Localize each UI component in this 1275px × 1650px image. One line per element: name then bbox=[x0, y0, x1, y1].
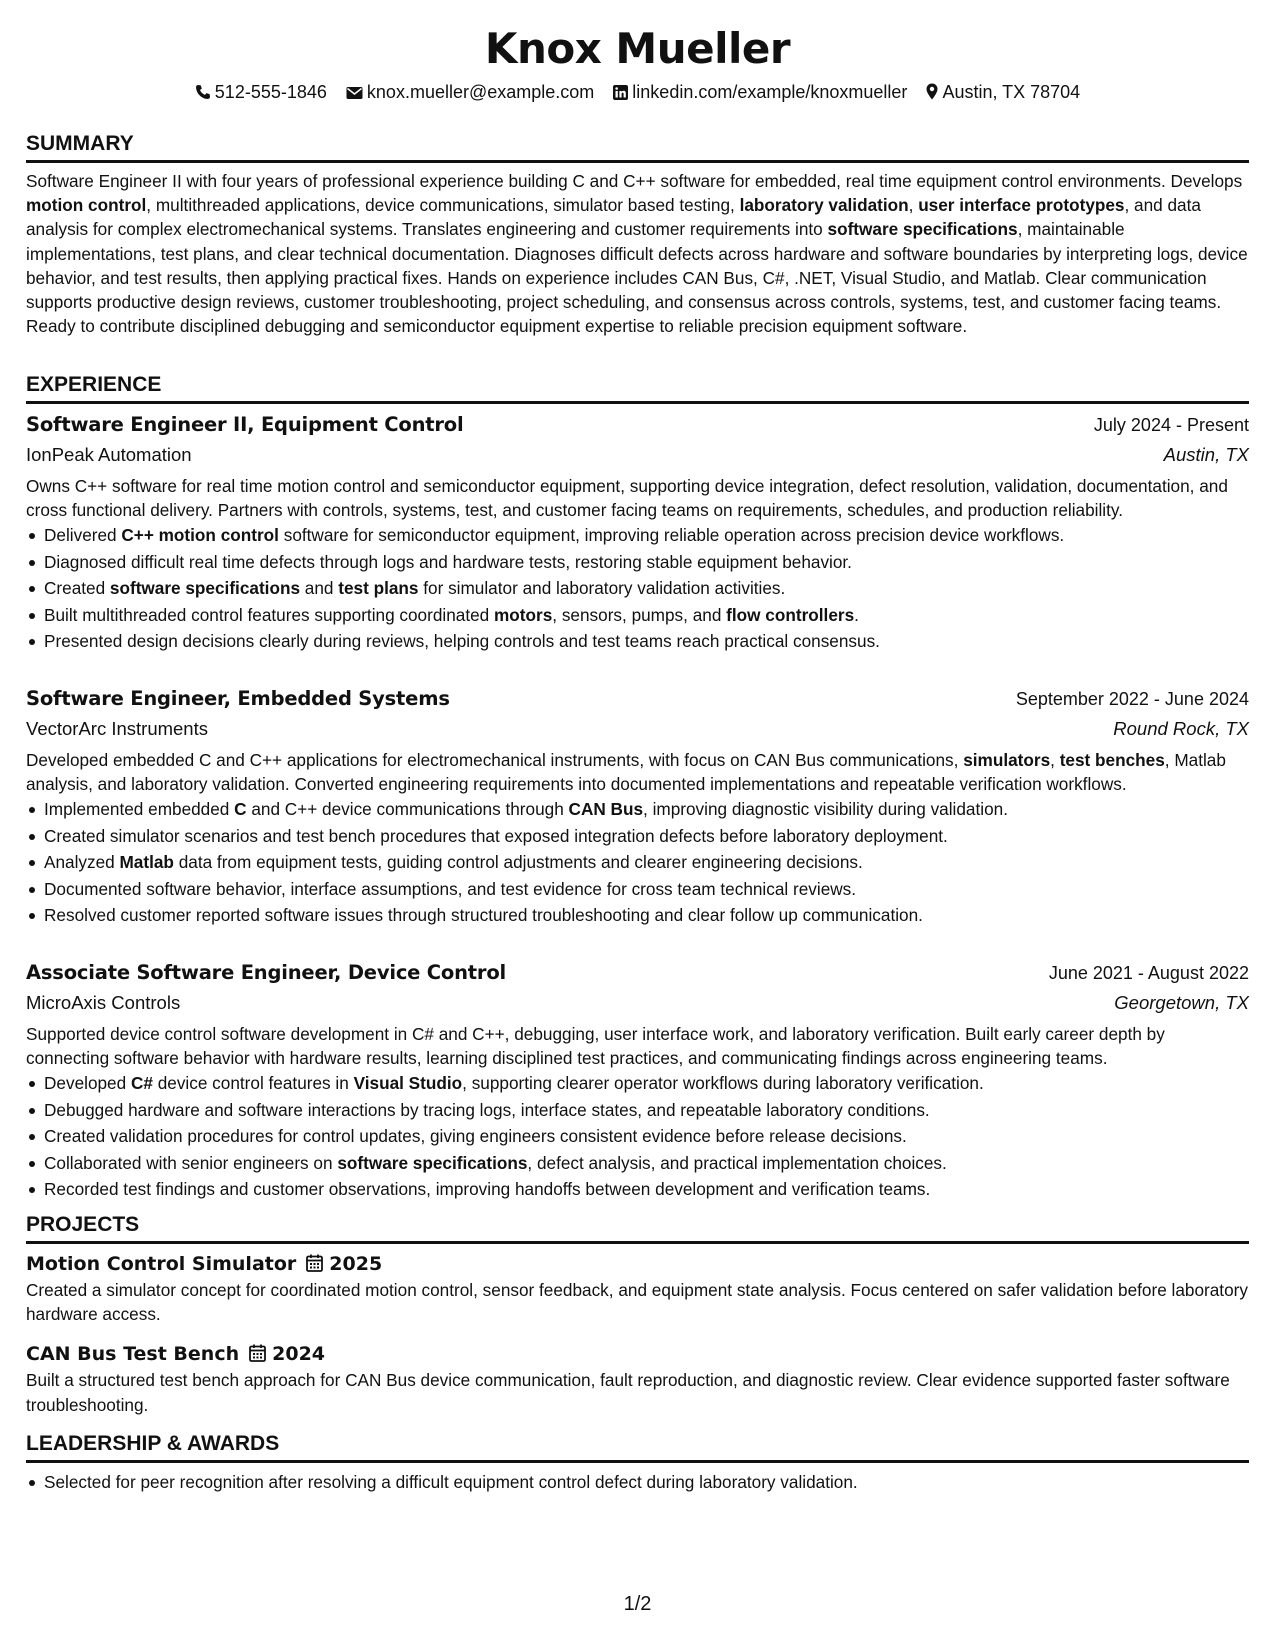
calendar-icon bbox=[306, 1254, 323, 1272]
job-description: Supported device control software development in C# and C++, debugging, user interface work, and laboratory verification. Built early career depth by connecting software behavior with hardware results, learning disciplined test practices, and communicating findings across engineering teams. bbox=[26, 1024, 1165, 1069]
bold-keyword: motors bbox=[494, 604, 553, 625]
bold-keyword: software specifications bbox=[337, 1152, 528, 1173]
projects-heading: PROJECTS bbox=[26, 1211, 1249, 1244]
list-item: Created simulator scenarios and test bench procedures that exposed integration defects before laboratory deployment. bbox=[26, 823, 1249, 850]
bold-keyword: motion control bbox=[26, 195, 147, 216]
list-item: Presented design decisions clearly during reviews, helping controls and test teams reach practical consensus. bbox=[26, 628, 1249, 655]
job-entry bbox=[26, 684, 1249, 958]
job-title: Software Engineer, Embedded Systems bbox=[26, 687, 450, 710]
list-item: Developed C# device control features in Visual Studio, supporting clearer operator workflows during laboratory verification. bbox=[26, 1070, 1249, 1097]
list-item: Selected for peer recognition after resolving a difficult equipment control defect during laboratory validation. bbox=[26, 1469, 1249, 1496]
project-year: 2025 bbox=[329, 1253, 383, 1275]
job-location: Round Rock, TX bbox=[1113, 718, 1249, 739]
list-item: Delivered C++ motion control software for semiconductor equipment, improving reliable operation across precision device workflows. bbox=[26, 522, 1249, 549]
experience-heading: EXPERIENCE bbox=[26, 371, 1249, 404]
project-entry bbox=[26, 1340, 1249, 1416]
map-pin-icon bbox=[926, 83, 938, 100]
summary-text: Software Engineer II with four years of professional experience building C and C++ software for embedded, real time equipment control environments. Develops motion control, multithreaded applications, device communications, simulator based testing, laboratory validation, user interface prototypes, and data analysis for complex electromechanical systems. Translates engineering and customer requirements into software specifications, maintainable implementations, test plans, and clear technical documentation. Diagnoses difficult defects across hardware and software boundaries by interpreting logs, device behavior, and test results, then applying practical fixes. Hands on experience includes CAN Bus, C#, .NET, Visual Studio, and Matlab. Clear communication supports productive design reviews, customer troubleshooting, project scheduling, and consensus across controls, systems, test, and customer facing teams. Ready to contribute disciplined debugging and semiconductor equipment expertise to reliable precision equipment software. bbox=[26, 171, 1248, 337]
bold-keyword: laboratory validation bbox=[739, 195, 909, 216]
project-description: Created a simulator concept for coordinated motion control, sensor feedback, and equipment state analysis. Focus centered on safer validation before laboratory hardware access. bbox=[26, 1280, 1248, 1325]
company-name: VectorArc Instruments bbox=[26, 718, 208, 739]
projects-section bbox=[26, 1211, 1249, 1417]
bold-keyword: test plans bbox=[338, 578, 419, 599]
bold-keyword: software specifications bbox=[109, 578, 300, 599]
list-item: Created validation procedures for control updates, giving engineers consistent evidence before release decisions. bbox=[26, 1123, 1249, 1150]
list-item: Analyzed Matlab data from equipment tests, guiding control adjustments and clearer engineering decisions. bbox=[26, 849, 1249, 876]
contact-linkedin[interactable] bbox=[613, 80, 907, 104]
list-item: Recorded test findings and customer observations, improving handoffs between development and verification teams. bbox=[26, 1176, 1249, 1203]
contact-email[interactable] bbox=[346, 80, 594, 104]
job-bullets bbox=[26, 796, 1249, 929]
list-item: Implemented embedded C and C++ device communications through CAN Bus, improving diagnostic visibility during validation. bbox=[26, 796, 1249, 823]
job-bullets bbox=[26, 522, 1249, 655]
envelope-icon bbox=[346, 86, 363, 100]
list-item: Created software specifications and test plans for simulator and laboratory validation activities. bbox=[26, 575, 1249, 602]
job-description: Developed embedded C and C++ applications for electromechanical instruments, with focus on CAN Bus communications, simulators, test benches, Matlab analysis, and laboratory validation. Converted engineering requirements into documented implementations and repeatable verification workflows. bbox=[26, 750, 1226, 795]
contact-phone[interactable] bbox=[195, 80, 327, 104]
job-location: Georgetown, TX bbox=[1114, 992, 1249, 1013]
linkedin-icon bbox=[613, 85, 628, 100]
experience-section bbox=[26, 371, 1249, 1208]
contact-location bbox=[926, 80, 1080, 104]
bold-keyword: flow controllers bbox=[726, 604, 855, 625]
list-item: Built multithreaded control features supporting coordinated motors, sensors, pumps, and flow controllers. bbox=[26, 602, 1249, 629]
project-description: Built a structured test bench approach for CAN Bus device communication, fault reproduction, and diagnostic review. Clear evidence supported faster software troubleshooting. bbox=[26, 1370, 1230, 1415]
bold-keyword: Visual Studio bbox=[353, 1073, 463, 1094]
phone-icon bbox=[195, 84, 211, 100]
bold-keyword: Matlab bbox=[119, 852, 174, 873]
job-dates: June 2021 - August 2022 bbox=[1048, 963, 1249, 983]
job-description: Owns C++ software for real time motion control and semiconductor equipment, supporting device integration, defect resolution, validation, documentation, and cross functional delivery. Partners with controls, systems, test, and customer facing teams on requirements, schedules, and production reliability. bbox=[26, 476, 1228, 521]
email-text: knox.mueller@example.com bbox=[366, 82, 595, 102]
phone-text: 512-555-1846 bbox=[214, 82, 327, 102]
list-item: Documented software behavior, interface assumptions, and test evidence for cross team technical reviews. bbox=[26, 876, 1249, 903]
project-entry bbox=[26, 1250, 1249, 1326]
calendar-icon bbox=[249, 1344, 266, 1362]
candidate-name: Knox Mueller bbox=[484, 24, 791, 73]
job-title: Software Engineer II, Equipment Control bbox=[26, 413, 464, 436]
list-item: Diagnosed difficult real time defects through logs and hardware tests, restoring stable equipment behavior. bbox=[26, 549, 1249, 576]
bold-keyword: simulators bbox=[963, 750, 1051, 770]
location-text: Austin, TX 78704 bbox=[942, 82, 1081, 102]
page-number: 1/2 bbox=[623, 1593, 652, 1615]
project-title: Motion Control Simulator bbox=[26, 1253, 297, 1275]
job-location: Austin, TX bbox=[1163, 444, 1249, 465]
leadership-heading: LEADERSHIP & AWARDS bbox=[26, 1430, 1249, 1463]
job-dates: July 2024 - Present bbox=[1093, 415, 1249, 435]
bold-keyword: test benches bbox=[1059, 750, 1165, 770]
bold-keyword: C bbox=[234, 799, 247, 820]
project-year: 2024 bbox=[272, 1343, 326, 1366]
company-name: MicroAxis Controls bbox=[26, 992, 181, 1013]
bold-keyword: C# bbox=[130, 1073, 153, 1094]
bold-keyword: CAN Bus bbox=[568, 799, 644, 820]
company-name: IonPeak Automation bbox=[26, 444, 192, 465]
list-item: Debugged hardware and software interactions by tracing logs, interface states, and repeatable laboratory conditions. bbox=[26, 1097, 1249, 1124]
list-item: Resolved customer reported software issues through structured troubleshooting and clear follow up communication. bbox=[26, 902, 1249, 929]
summary-heading: SUMMARY bbox=[26, 130, 1249, 163]
job-dates: September 2022 - June 2024 bbox=[1015, 689, 1249, 709]
bold-keyword: C++ motion control bbox=[121, 525, 279, 546]
leadership-section bbox=[26, 1430, 1249, 1496]
job-bullets bbox=[26, 1070, 1249, 1203]
linkedin-text: linkedin.com/example/knoxmueller bbox=[632, 82, 908, 102]
job-entry bbox=[26, 410, 1249, 684]
list-item: Collaborated with senior engineers on software specifications, defect analysis, and practical implementation choices. bbox=[26, 1150, 1249, 1177]
job-title: Associate Software Engineer, Device Control bbox=[26, 961, 507, 984]
project-title: CAN Bus Test Bench bbox=[26, 1343, 240, 1366]
bold-keyword: software specifications bbox=[827, 219, 1018, 240]
summary-section bbox=[26, 130, 1249, 338]
bold-keyword: user interface prototypes bbox=[918, 195, 1125, 216]
job-entry bbox=[26, 958, 1249, 1208]
contact-bar bbox=[26, 80, 1249, 104]
